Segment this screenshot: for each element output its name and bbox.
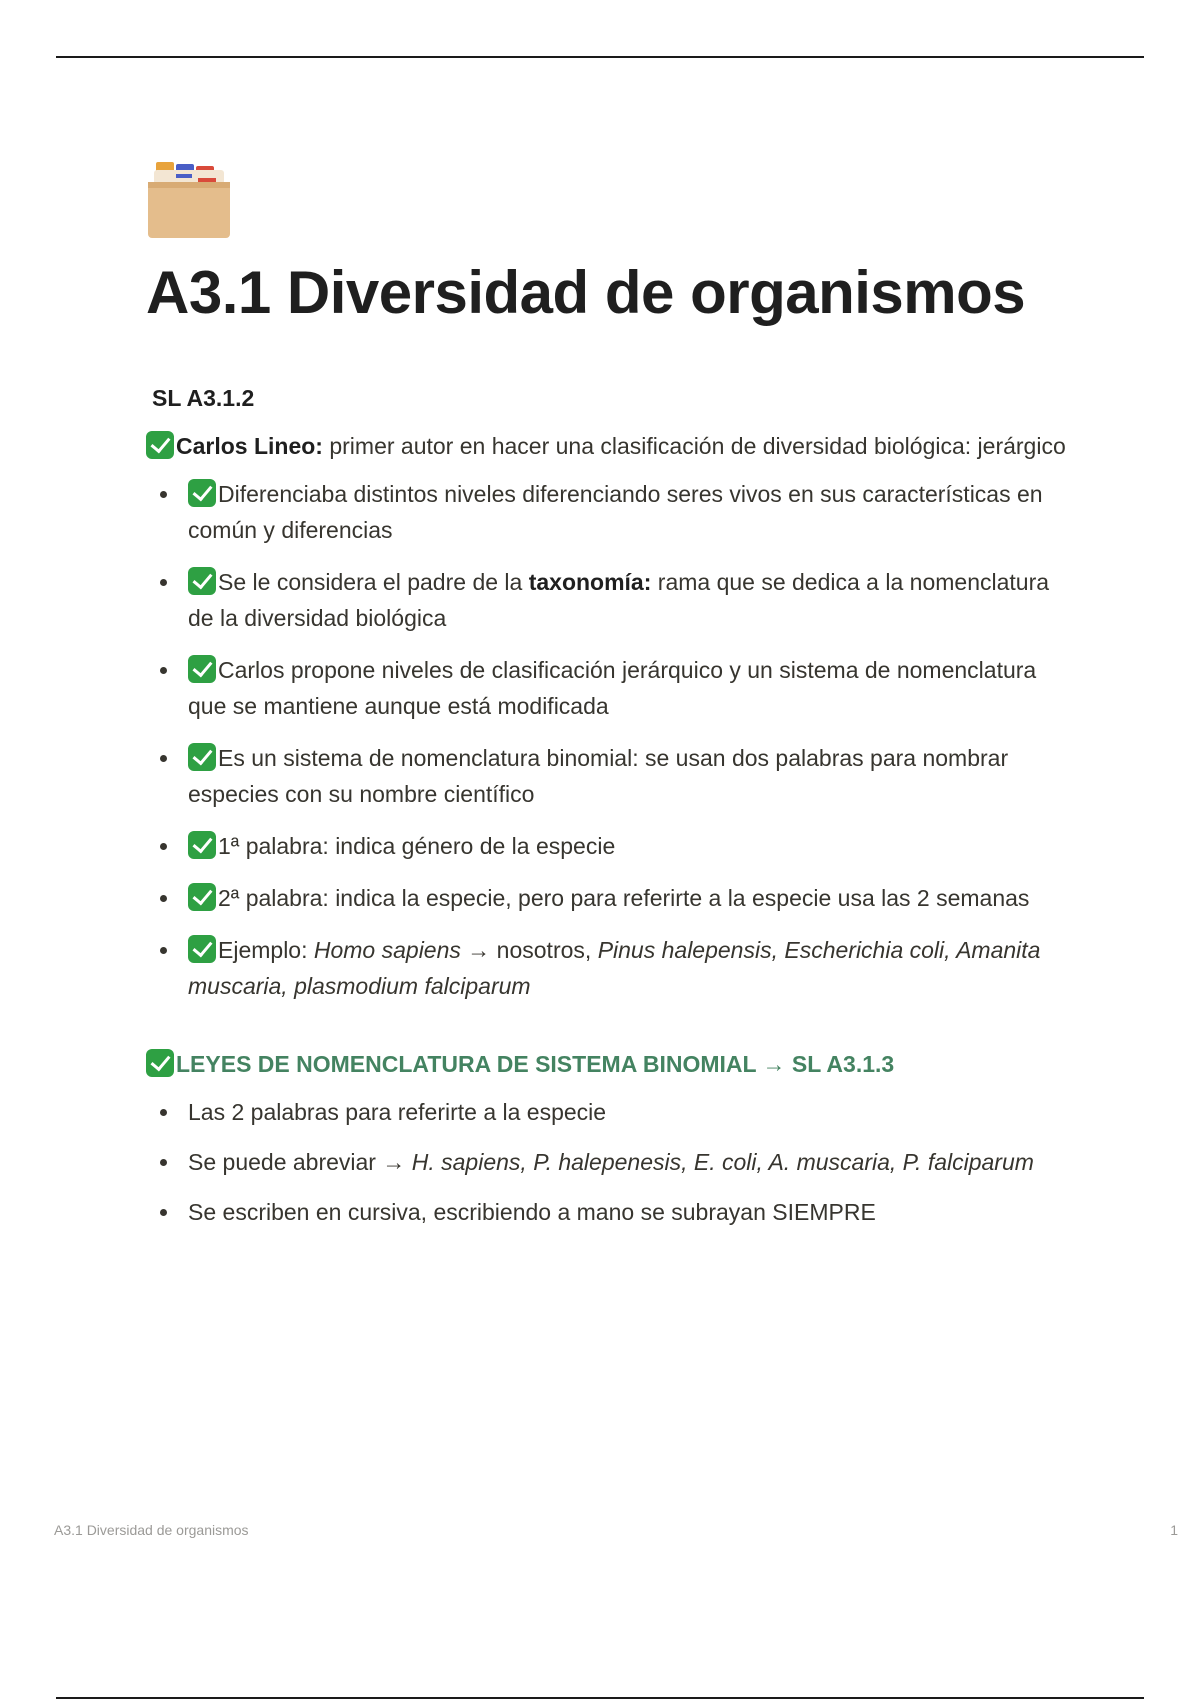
list-item-text: 2ª palabra: indica la especie, pero para referirte a la especie usa las 2 semanas bbox=[218, 885, 1030, 911]
intro-paragraph bbox=[146, 428, 1076, 464]
list-item-text: Ejemplo: bbox=[218, 937, 314, 963]
list-item-text: Se escriben en cursiva, escribiendo a mano se subrayan SIEMPRE bbox=[188, 1199, 876, 1225]
page-number: 1 bbox=[1170, 1522, 1178, 1538]
list-item-text: 1ª palabra: indica género de la especie bbox=[218, 833, 616, 859]
bullet-dot bbox=[160, 491, 167, 498]
list-item bbox=[146, 828, 1076, 864]
bullet-dot bbox=[160, 1159, 167, 1166]
check-mark-icon bbox=[146, 431, 174, 459]
list-item-bold: taxonomía: bbox=[528, 569, 652, 595]
bullet-list-2 bbox=[146, 1094, 1076, 1230]
list-item bbox=[146, 880, 1076, 916]
check-mark-icon bbox=[188, 935, 216, 963]
list-item bbox=[146, 740, 1076, 812]
bullet-dot bbox=[160, 667, 167, 674]
check-mark-icon bbox=[188, 883, 216, 911]
page-content bbox=[146, 160, 1076, 1244]
bullet-dot bbox=[160, 947, 167, 954]
section-heading-text: LEYES DE NOMENCLATURA DE SISTEMA BINOMIAL → SL A3.1.3 bbox=[176, 1051, 895, 1077]
list-item bbox=[146, 476, 1076, 548]
subheading: SL A3.1.2 bbox=[152, 385, 255, 411]
bullet-dot bbox=[160, 579, 167, 586]
list-item bbox=[146, 652, 1076, 724]
page-title: A3.1 Diversidad de organismos bbox=[146, 259, 1026, 326]
list-item bbox=[146, 1194, 1076, 1230]
footer-title: A3.1 Diversidad de organismos bbox=[54, 1522, 249, 1538]
list-item-italic: Pinus halepensis, Escherichia coli, Amanita muscaria, plasmodium falciparum bbox=[188, 937, 1041, 999]
check-mark-icon bbox=[146, 1049, 174, 1077]
bullet-dot bbox=[160, 755, 167, 762]
bullet-dot bbox=[160, 843, 167, 850]
check-mark-icon bbox=[188, 655, 216, 683]
list-item-text: rama que se dedica a la nomenclatura de la diversidad biológica bbox=[188, 569, 1050, 631]
card-index-box-icon bbox=[146, 160, 232, 240]
bottom-rule bbox=[56, 1697, 1144, 1699]
list-item-text: Las 2 palabras para referirte a la especie bbox=[188, 1099, 607, 1125]
section-heading bbox=[146, 1046, 1076, 1082]
check-mark-icon bbox=[188, 743, 216, 771]
check-mark-icon bbox=[188, 567, 216, 595]
list-item-italic: H. sapiens, P. halepenesis, E. coli, A. muscaria, P. falciparum bbox=[411, 1149, 1034, 1175]
list-item-text: → nosotros, bbox=[460, 937, 598, 963]
check-mark-icon bbox=[188, 831, 216, 859]
bullet-dot bbox=[160, 1209, 167, 1216]
check-mark-icon bbox=[188, 479, 216, 507]
list-item-text: Carlos propone niveles de clasificación jerárquico y un sistema de nomenclatura que se mantiene aunque está modificada bbox=[188, 657, 1037, 719]
bullet-list-1 bbox=[146, 476, 1076, 1004]
list-item bbox=[146, 564, 1076, 636]
list-item bbox=[146, 932, 1076, 1004]
top-rule bbox=[56, 56, 1144, 58]
bullet-dot bbox=[160, 895, 167, 902]
list-item-text: Se puede abreviar → bbox=[188, 1149, 412, 1175]
intro-bold: Carlos Lineo: bbox=[176, 433, 323, 459]
list-item-text: Es un sistema de nomenclatura binomial: se usan dos palabras para nombrar especies con su nombre científico bbox=[188, 745, 1009, 807]
bullet-dot bbox=[160, 1109, 167, 1116]
list-item-text: Se le considera el padre de la bbox=[218, 569, 529, 595]
list-item-italic: Homo sapiens bbox=[313, 937, 461, 963]
list-item bbox=[146, 1094, 1076, 1130]
list-item-text: Diferenciaba distintos niveles diferenciando seres vivos en sus características en común y diferencias bbox=[188, 481, 1043, 543]
list-item bbox=[146, 1144, 1076, 1180]
intro-text: primer autor en hacer una clasificación de diversidad biológica: jerárgico bbox=[322, 433, 1066, 459]
